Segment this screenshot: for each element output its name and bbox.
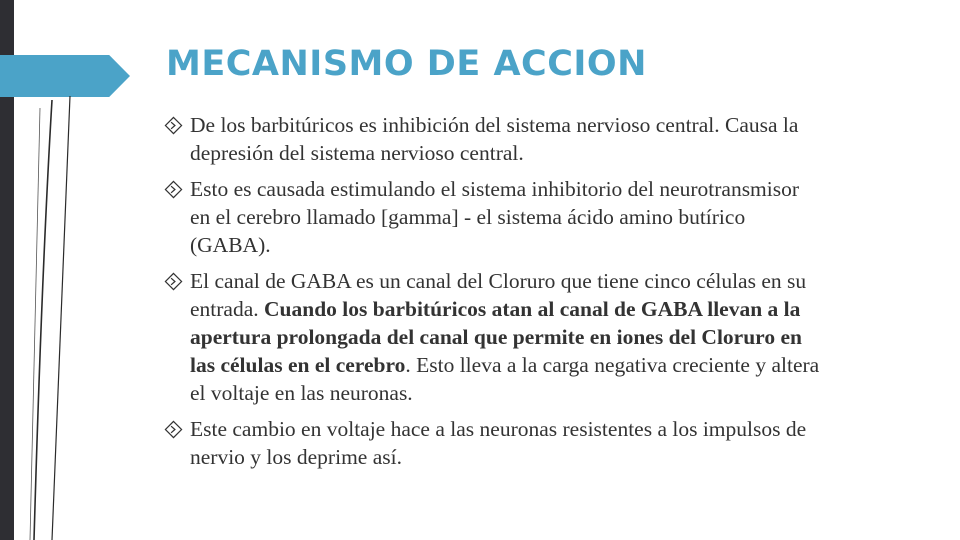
bullet-item	[164, 267, 824, 407]
bullet-bold-text: Cuando los barbitúricos atan al canal de GABA llevan a la apertura prolongada del canal que permite en iones del Cloruro en las células en el cerebro	[190, 297, 802, 377]
bullet-item	[164, 415, 824, 471]
diamond-arrow-icon	[164, 116, 183, 135]
bullet-text: El canal de GABA es un canal del Cloruro que tiene cinco células en su entrada.	[190, 269, 807, 321]
title-tab-arrow	[0, 55, 130, 97]
bullet-text: Esto es causada estimulando el sistema inhibitorio del neurotransmisor en el cerebro llamado [gamma] - el sistema ácido amino butírico (GABA).	[190, 177, 800, 257]
bullet-text: . Esto lleva a la carga negativa creciente y altera el voltaje en las neuronas.	[190, 353, 820, 405]
bullet-text: De los barbitúricos es inhibición del sistema nervioso central. Causa la depresión del sistema nervioso central.	[190, 113, 799, 165]
diamond-arrow-icon	[164, 420, 183, 439]
bullet-list	[164, 111, 824, 479]
diamond-arrow-icon	[164, 272, 183, 291]
slide-title: MECANISMO DE ACCION	[166, 44, 647, 84]
diamond-arrow-icon	[164, 180, 183, 199]
bullet-item	[164, 111, 824, 167]
bullet-text: Este cambio en voltaje hace a las neuronas resistentes a los impulsos de nervio y los deprime así.	[190, 417, 807, 469]
bullet-item	[164, 175, 824, 259]
